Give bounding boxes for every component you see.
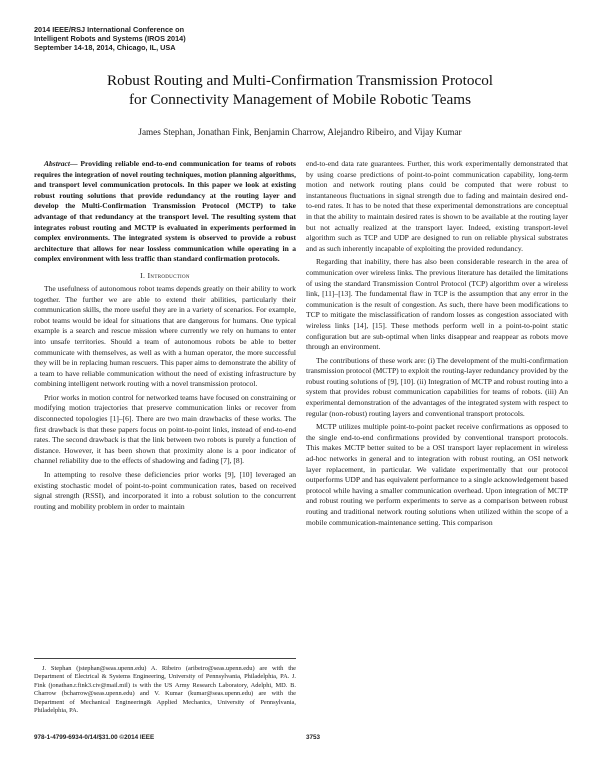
conference-header [34, 25, 186, 52]
left-column [34, 159, 296, 515]
paragraph: Prior works in motion control for networked teams have focused on constraining or modifying motion trajectories that preserve communication links or recover from disconnected topologies [1]–[6]. There are two main drawbacks of these works. The first drawback is that these papers focus on point-to-point links, instead of end-to-end rates. The second drawback is that the link between two robots is purely a function of distance. However, it has been shown that proximity alone is a poor indicator of channel reliability due to the effects of shadowing and fading [7], [8]. [34, 392, 296, 466]
paragraph: MCTP utilizes multiple point-to-point packet receive confirmations as opposed to the single end-to-end confirmations provided by conventional transport protocols. This makes MCTP better suited to be a OSI transport layer replacement in wireless ad-hoc networks in general and to integration with robust routing, an OSI network layer replacement, in particular. We validate experimentally that our protocol outperforms UDP and has equivalent performance to a single acknowledgement based protocol while having a smaller communication overhead. Upon integration of MCTP and robust routing we perform experiments to serve as a comparison between robust routing and traditional network routing solutions when utilized within the scope of a mobile communication-maintenance setting. This comparison [306, 422, 568, 527]
author-list: James Stephan, Jonathan Fink, Benjamin Charrow, Alejandro Ribeiro, and Vijay Kumar [138, 127, 462, 137]
paragraph: The usefulness of autonomous robot teams depends greatly on their ability to work together. The further we are able to extend their abilities, particularly their communication skills, the more useful they are in a variety of scenarios. For example, robot teams would be ideal for situations that are dangerous for humans. One typical example is a search and rescue mission where currently we rely on humans to enter into unsafe territories. Should a team of autonomous robots be able to better communicate with themselves, as well as with a human operator, the more successful they will be in replacing human rescuers. This paper aims to demonstrate the ability of a team to have reliable communication without the need of existing infrastructure by combining intelligent network routing with a novel transmission protocol. [34, 283, 296, 389]
conference-line-2: Intelligent Robots and Systems (IROS 2014) [34, 34, 186, 43]
section-heading-introduction: I. Introduction [140, 270, 190, 280]
paragraph: The contributions of these work are: (i) The development of the multi-confirmation transmission protocol (MCTP) to exploit the routing-layer redundancy provided by the robust routing solutions of [9], [10]. (ii) Integration of MCTP and robust routing into a system that provides robust communication capabilities for teams of robots. (iii) An experimental demonstration of the advantages of the integrated system with respect to regular (non-robust) routing layers and conventional transport protocols. [306, 355, 568, 418]
title-line-1: Robust Routing and Multi-Confirmation Transmission Protocol [106, 72, 494, 89]
conference-line-1: 2014 IEEE/RSJ International Conference on [34, 25, 185, 34]
abstract-label: Abstract [44, 159, 70, 168]
conference-line-3: September 14-18, 2014, Chicago, IL, USA [34, 43, 176, 52]
page-number: 3753 [306, 734, 321, 741]
abstract-text: — Providing reliable end-to-end communication for teams of robots requires the integration of novel routing techniques, motion planning algorithms, and transport level communication protocols. In this paper we look at existing robust routing solutions that provide redundancy at the routing layer and develop the Multi-Confirmation Transmission Protocol (MCTP) to take advantage of that redundancy at the transport level. The resulting system that integrates robust routing and MCTP is evaluated in experiments performed in complex environments. The integrated system is observed to provide a robust architecture that allows for near lossless communication while operating in a complex environment with less traffic than standard confirmation protocols. [34, 159, 296, 264]
paragraph: end-to-end data rate guarantees. Further, this work experimentally demonstrated that by using coarse predictions of point-to-point communication capability, long-term motion and network routing plans could be computed that were robust to instantaneous fluctuations in signal strength due to fading and maintain desired end-to-end rates. It has to be noted that these experimental demonstrations are conceptual in that the ability to maintain desired rates is shown to be available at the routing layer but not actually realized at the transport layer. Indeed, existing transport-level algorithm such as TCP and UDP are designed to run on reliable physical substrates and as such inherently incapable of exploiting the provided redundancy. [306, 159, 568, 253]
paragraph: Regarding that inability, there has also been considerable research in the area of communication over wireless links. The previous literature has detailed the limitations of using the standard Transmission Control Protocol (TCP) algorithm over a wireless link, [11]–[13]. The fundamental flaw in TCP is the assumption that any error in the communication is the result of congestion. As such, there have been modifications to TCP to mitigate the misclassification of random losses as congestion associated with wireless links [14], [15]. These methods perform well in a point-to-point static configuration but are sub-optimal when links disappear and reappear as robots move through an environment. [306, 257, 568, 352]
abstract [34, 159, 296, 265]
paper-title [0, 71, 600, 109]
footnote-text: J. Stephan (jstephan@seas.upenn.edu) A. Ribeiro (aribeiro@seas.upenn.edu) are with the Department of Electrical & Systems Engineering, University of Pennsylvania, Philadelphia, PA. J. Fink (jonathan.r.fink3.civ@mail.mil) is with the US Army Research Laboratory, Adelphi, MD. B. Charrow (bcharrow@seas.upenn.edu) and V. Kumar (kumar@seas.upenn.edu) are with the Department of Mechanical Engineering& Applied Mechanics, University of Pennsylvania, Philadelphia, PA. [34, 665, 296, 715]
paragraph: In attempting to resolve these deficiencies prior works [9], [10] leveraged an existing stochastic model of point-to-point communication rates, based on received signal strength (RSSI), and incorporated it into a robust solution to the concurrent routing and mobility problem in order to maintain [34, 470, 296, 511]
right-column [306, 159, 568, 531]
author-affiliation-footnote [34, 658, 296, 715]
title-line-2: for Connectivity Management of Mobile Robotic Teams [129, 91, 471, 108]
isbn-footer: 978-1-4799-6934-0/14/$31.00 ©2014 IEEE [34, 734, 155, 741]
